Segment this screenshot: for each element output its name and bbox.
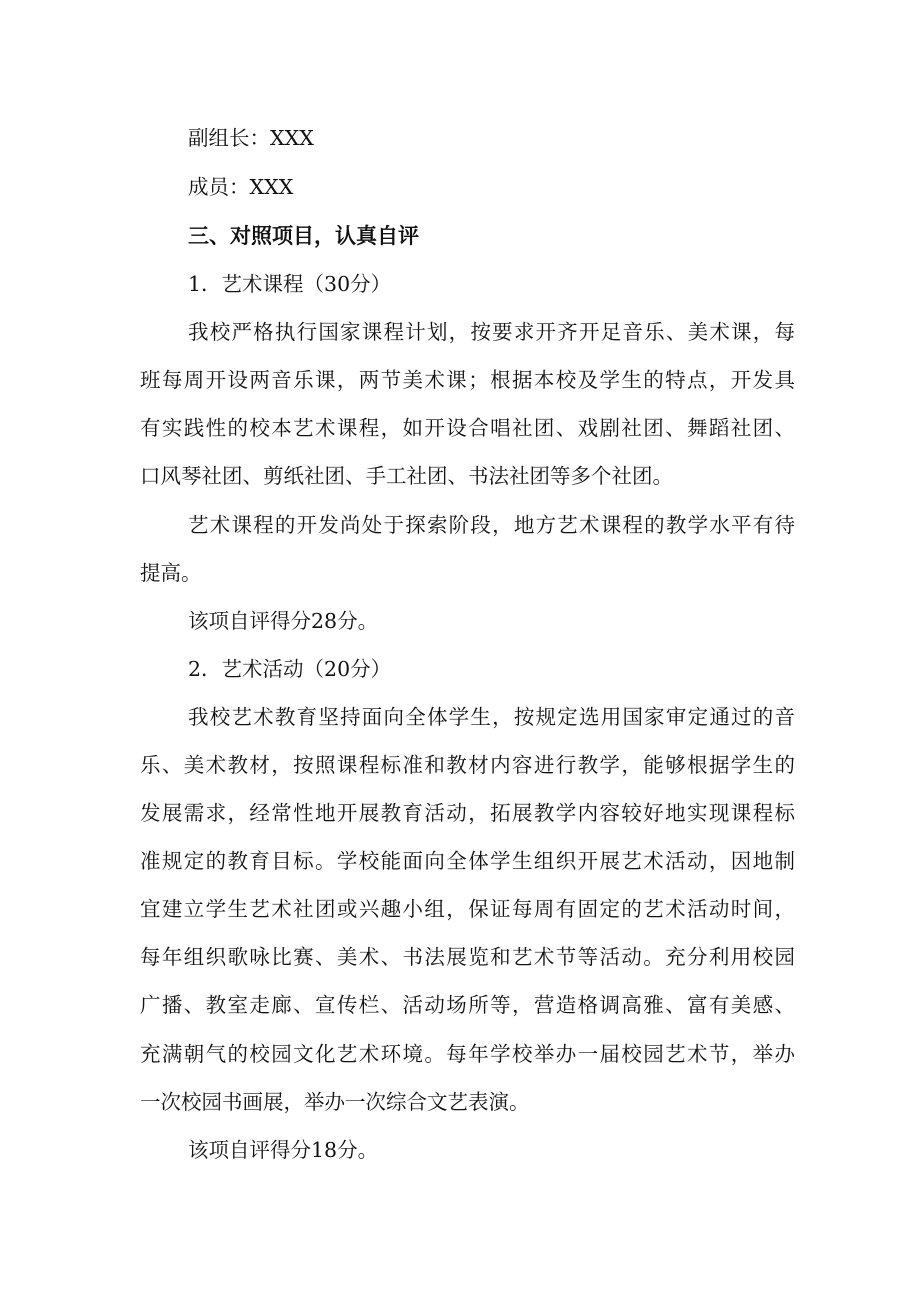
paragraph-line: 艺术课程的开发尚处于探索阶段，地方艺术课程的教学水平有待	[188, 513, 795, 537]
paragraph-line: 发展需求，经常性地开展教育活动，拓展教学内容较好地实现课程标	[140, 801, 795, 825]
paragraph-line: 有实践性的校本艺术课程，如开设合唱社团、戏剧社团、舞蹈社团、	[140, 416, 795, 440]
paragraph-line: 乐、美术教材，按照课程标准和教材内容进行教学，能够根据学生的	[140, 753, 795, 777]
item-title-art-activities: 2．艺术活动（20分）	[188, 657, 392, 681]
paragraph-line: 口风琴社团、剪纸社团、手工社团、书法社团等多个社团。	[140, 464, 673, 488]
paragraph-line: 充满朝气的校园文化艺术环境。每年学校举办一届校园艺术节，举办	[140, 1042, 795, 1066]
paragraph-line: 广播、教室走廊、宣传栏、活动场所等，营造格调高雅、富有美感、	[140, 993, 795, 1017]
paragraph-line: 每年组织歌咏比赛、美术、书法展览和艺术节等活动。充分利用校园	[140, 945, 795, 969]
paragraph-line: 准规定的教育目标。学校能面向全体学生组织开展艺术活动，因地制	[140, 849, 795, 873]
item-title-art-courses: 1．艺术课程（30分）	[188, 272, 392, 296]
score-line-art-courses: 该项自评得分28分。	[188, 609, 379, 633]
paragraph-line: 提高。	[140, 561, 202, 585]
paragraph-line: 班每周开设两音乐课，两节美术课；根据本校及学生的特点，开发具	[140, 368, 795, 392]
deputy-leader-line: 副组长：XXX	[188, 126, 314, 150]
members-line: 成员：XXX	[188, 175, 294, 199]
paragraph-line: 一次校园书画展，举办一次综合文艺表演。	[140, 1090, 530, 1114]
paragraph-line: 我校艺术教育坚持面向全体学生，按规定选用国家审定通过的音	[188, 705, 795, 729]
score-line-art-activities: 该项自评得分18分。	[188, 1138, 379, 1162]
paragraph-line: 宜建立学生艺术社团或兴趣小组，保证每周有固定的艺术活动时间，	[140, 897, 795, 921]
paragraph-line: 我校严格执行国家课程计划，按要求开齐开足音乐、美术课，每	[188, 320, 795, 344]
section-heading: 三、对照项目，认真自评	[188, 224, 419, 248]
